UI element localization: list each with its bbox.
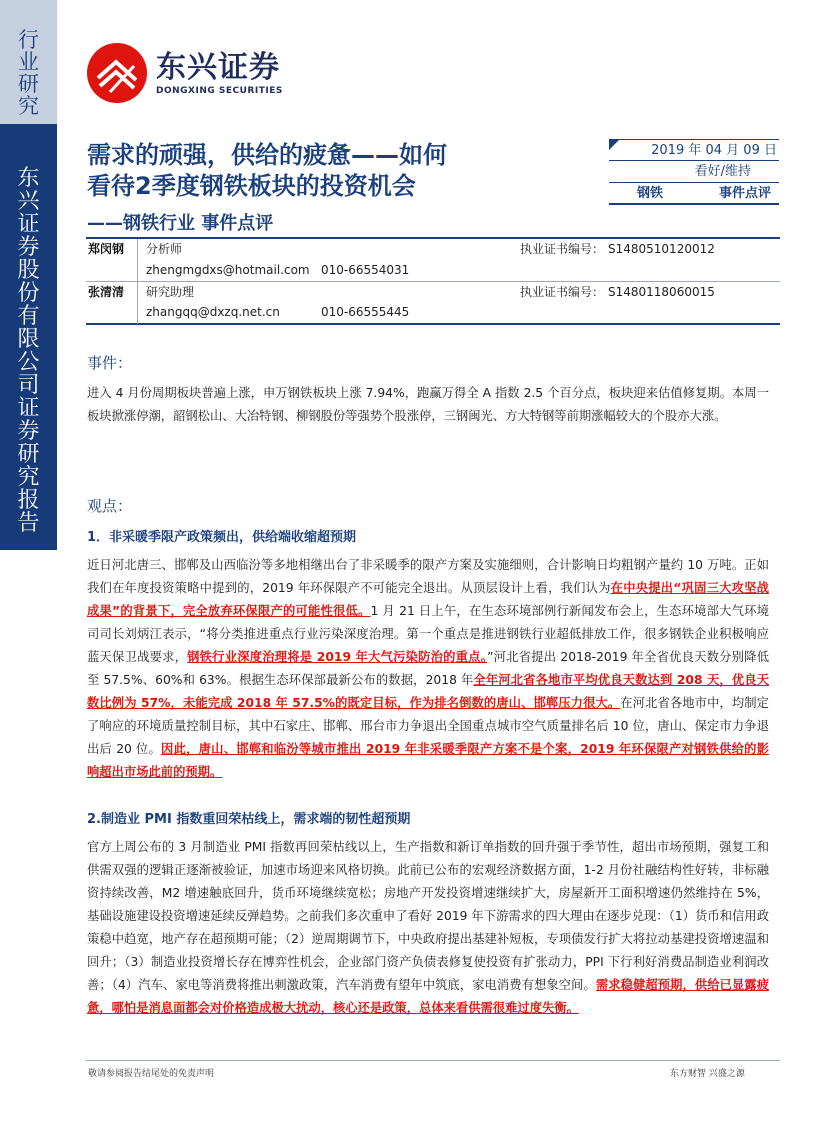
dongxing-logo-icon (86, 42, 148, 104)
cert-label: 执业证书编号： (520, 285, 605, 299)
analyst-role: 研究助理 (146, 285, 195, 299)
sidebar-char: 行 (18, 28, 39, 52)
section-2-paragraph: 官方上周公布的 3 月制造业 PMI 指数再回荣枯线以上，生产指数和新订单指数的回升强于季节性，超出市场预期，强复工和供需双强的逻辑正逐渐被验证，加速市场迎来风格切换。此前已公布的宏观经济数据方面，1-2 月份社融结构性好转，非标融资持续改善，M2 增速触底回升，货币环境继续宽松；房地产开发投资增速继续扩大，房屋新开工面积增速仍然维持在 5%，基础设施建设投资增速延续反弹趋势。之前我们多次重申了看好 2019 年下游需求的四大理由在逐步兑现：（1）货币和信用政策稳中趋宽，地产存在超预期可能；（2）逆周期调节下，中央政府提出基建补短板，专项债发行扩大将拉动基建投资增速温和回升；（3）制造业投资增长存在博弈性机会，企业部门资产负债表修复使投资有扩张动力，PPI 下行利好消费品制造业利润改善；（4）汽车、家电等消费将推出刺激政策，汽车消费有望年中筑底，家电消费有想象空间。需求稳健超预期，供给已显露疲惫，哪怕是消息面都会对价格造成极大扰动，核心还是政策，总体来看供需很难过度失衡。 (87, 840, 769, 1015)
analyst-role: 分析师 (146, 242, 183, 256)
report-info-box (609, 139, 779, 205)
title-line-1: 需求的顽强，供给的疲惫——如何 (87, 141, 447, 169)
sidebar-char: 公 (17, 350, 40, 375)
analyst-contact-row (86, 260, 780, 281)
sidebar-char: 股 (17, 258, 40, 283)
sidebar-char: 告 (17, 511, 40, 536)
highlight-text: 钢铁行业深度治理将是 2019 年大气污染防治的重点。 (187, 650, 488, 664)
highlight-text: 全年河北省各地市平均优良天数达到 208 天，优良天数比例为 57%，未能完成 2018 年 57.5%的既定目标，作为排名倒数的唐山、邯郸压力很大。 (87, 673, 770, 710)
industry-tag: 钢铁 (637, 186, 664, 201)
sidebar-report-type (0, 124, 57, 536)
cert-number: S1480510120012 (608, 242, 715, 256)
analyst-row (86, 239, 780, 260)
cert-label: 执业证书编号： (520, 242, 605, 256)
analyst-phone: 010-66554031 (321, 263, 410, 277)
sidebar-char: 报 (17, 488, 40, 513)
analyst-email[interactable]: zhengmgdxs@hotmail.com (146, 263, 310, 277)
analyst-email[interactable]: zhangqq@dxzq.net.cn (146, 305, 280, 319)
sidebar-char: 券 (17, 419, 40, 444)
report-subtitle: ——钢铁行业 事件点评 (87, 213, 274, 234)
highlight-text: 在中央提出“巩固三大攻坚战成果”的背景下，完全放弃环保限产的可能性很低。 (87, 581, 769, 618)
highlight-text: 因此，唐山、邯郸和临汾等城市推出 2019 年非采暖季限产方案不是个案，2019 年环保限产对钢铁供给的影响超出市场此前的预期。 (87, 742, 769, 779)
sidebar-char: 证 (17, 396, 40, 421)
report-type-tag: 事件点评 (718, 186, 771, 201)
event-paragraph: 进入 4 月份周期板块普遍上涨，申万钢铁板块上涨 7.94%，跑赢万得全 A 指数 2.5 个百分点，板块迎来估值修复期。本周一板块掀涨停潮，韶钢松山、大冶特钢、柳钢股份等强势个股涨停，三钢闽光、方大特钢等前期涨幅较大的个股亦大涨。 (87, 386, 769, 423)
sidebar-char: 东 (17, 166, 40, 191)
sidebar-char: 份 (17, 281, 40, 306)
sidebar-char: 证 (17, 212, 40, 237)
sidebar-char: 司 (17, 373, 40, 398)
sidebar-char: 有 (17, 304, 40, 329)
section-2-title: 2.制造业 PMI 指数重回荣枯线上，需求端的韧性超预期 (87, 812, 411, 827)
sidebar-char: 研 (18, 72, 39, 96)
footer-slogan: 东方财智 兴盛之源 (670, 1069, 745, 1079)
sidebar-category (0, 0, 57, 118)
analyst-table (86, 237, 780, 325)
analyst-name: 郑闵钢 (86, 239, 138, 281)
sidebar-char: 究 (18, 94, 39, 118)
sidebar-char: 研 (17, 442, 40, 467)
sidebar-char: 业 (18, 50, 39, 74)
sidebar-report-type-block (0, 124, 57, 550)
view-heading: 观点： (87, 497, 133, 515)
sidebar-char: 究 (17, 465, 40, 490)
company-logo (86, 42, 283, 104)
title-line-2: 看待2季度钢铁板块的投资机会 (87, 172, 416, 200)
section-1-title: 1．非采暖季限产政策频出，供给端收缩超预期 (87, 530, 357, 545)
analyst-contact-row (86, 302, 780, 323)
analyst-phone: 010-66555445 (321, 305, 410, 319)
analyst-name: 张清清 (86, 282, 138, 324)
sidebar-category-block (0, 0, 57, 124)
report-date: 2019 年 04 月 09 日 (609, 139, 779, 161)
event-heading: 事件： (87, 354, 133, 372)
sidebar-char: 兴 (17, 189, 40, 214)
report-title (87, 140, 587, 202)
highlight-text: 需求稳健超预期，供给已显露疲惫，哪怕是消息面都会对价格造成极大扰动，核心还是政策，总体来看供需很难过度失衡。 (87, 978, 769, 1015)
footer-divider (86, 1060, 780, 1061)
corner-triangle-icon (609, 140, 619, 150)
industry-rating: 看好/维持 (609, 161, 779, 183)
sidebar-char: 限 (17, 327, 40, 352)
logo-name-cn: 东兴证券 (156, 49, 280, 85)
logo-name-en: DONGXING SECURITIES (156, 85, 283, 96)
footer-disclaimer: 敬请参阅报告结尾处的免责声明 (88, 1069, 215, 1079)
analyst-row (86, 281, 780, 302)
section-1-paragraph: 近日河北唐三、邯郸及山西临汾等多地相继出台了非采暖季的限产方案及实施细则，合计影响日均粗钢产量约 10 万吨。正如我们在年度投资策略中提到的，2019 年环保限产不可能完全退出。从顶层设计上看，我们认为在中央提出“巩固三大攻坚战成果”的背景下，完全放弃环保限产的可能性很低。1 月 21 日上午，在生态环境部例行新闻发布会上，生态环境部大气环境司司长刘炳江表示，“将分类推进重点行业污染深度治理。第一个重点是推进钢铁行业超低排放工作，很多钢铁企业积极响应蓝天保卫战要求，钢铁行业深度治理将是 2019 年大气污染防治的重点。”河北省提出 2018-2019 年全省优良天数分别降低至 57.5%、60%和 63%。根据生态环保部最新公布的数据，2018 年全年河北省各地市平均优良天数达到 208 天，优良天数比例为 57%，未能完成 2018 年 57.5%的既定目标，作为排名倒数的唐山、邯郸压力很大。在河北省各地市中，均制定了响应的环境质量控制目标，其中石家庄、邯郸、邢台市力争退出全国重点城市空气质量排名后 10 位，唐山、保定市力争退出后 20 位。因此，唐山、邯郸和临汾等城市推出 2019 年非采暖季限产方案不是个案，2019 年环保限产对钢铁供给的影响超出市场此前的预期。 (87, 558, 770, 779)
cert-number: S1480118060015 (608, 285, 715, 299)
sidebar-char: 券 (17, 235, 40, 260)
